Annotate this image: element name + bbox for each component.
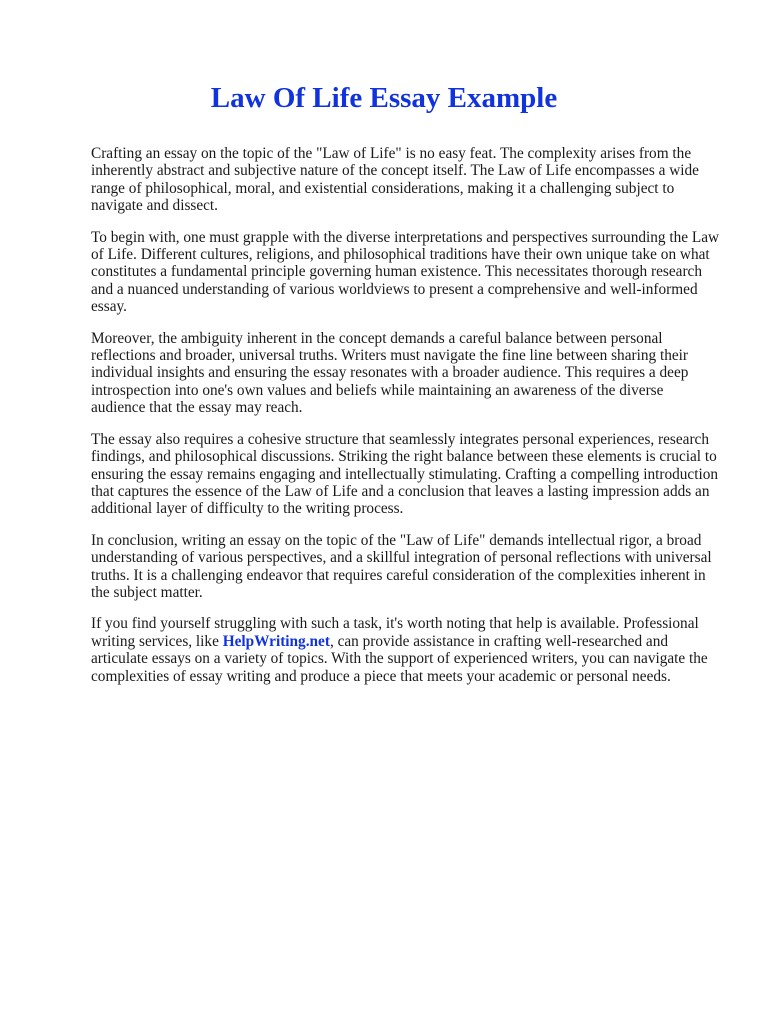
paragraph-3: Moreover, the ambiguity inherent in the concept demands a careful balance between personal reflections and broader, universal truths. Writers must navigate the fine line between sharing their individual insights and ensuring the essay resonates with a broader audience. This requires a deep introspection into one's own values and beliefs while maintaining an awareness of the diverse audience that the essay may reach.: [91, 329, 689, 417]
paragraph-4: The essay also requires a cohesive structure that seamlessly integrates personal experiences, research findings, and philosophical discussions. Striking the right balance between these elements is crucial to ensuring the essay remains engaging and intellectually stimulating. Crafting a compelling introduction that captures the essence of the Law of Life and a conclusion that leaves a lasting impression adds an additional layer of difficulty to the writing process.: [91, 430, 719, 518]
paragraph-1: Crafting an essay on the topic of the "Law of Life" is no easy feat. The complexity arises from the inherently abstract and subjective nature of the concept itself. The Law of Life encompasses a wide range of philosophical, moral, and existential considerations, making it a challenging subject to navigate and dissect.: [91, 145, 699, 215]
paragraph-6-before-link: If you find yourself struggling with such a task, it's worth noting that help is available. Professional writing services, like: [91, 615, 699, 650]
helpwriting-link[interactable]: HelpWriting.net: [222, 632, 330, 650]
paragraph-6: [91, 615, 721, 685]
paragraph-6-after-link: , can provide assistance in crafting well-researched and articulate essays on a variety of topics. With the support of experienced writers, you can navigate the complexities of essay writing and produce a piece that meets your academic or personal needs.: [91, 632, 708, 685]
essay-body: [91, 145, 721, 699]
paragraph-2: To begin with, one must grapple with the diverse interpretations and perspectives surrounding the Law of Life. Different cultures, religions, and philosophical traditions have their own unique take on what constitutes a fundamental principle governing human existence. This necessitates thorough research and a nuanced understanding of various worldviews to present a comprehensive and well-informed essay.: [91, 228, 720, 316]
page-title: Law Of Life Essay Example: [210, 82, 558, 114]
paragraph-5: In conclusion, writing an essay on the topic of the "Law of Life" demands intellectual rigor, a broad understanding of various perspectives, and a skillful integration of personal reflections with universal truths. It is a challenging endeavor that requires careful consideration of the complexities inherent in the subject matter.: [91, 531, 712, 601]
